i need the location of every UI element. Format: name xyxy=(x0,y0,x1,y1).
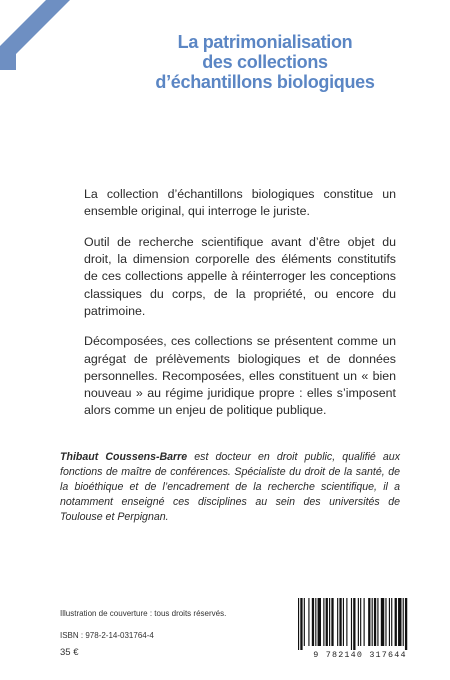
barcode-bar xyxy=(360,598,361,646)
barcode-bar xyxy=(315,598,316,646)
price: 35 € xyxy=(60,647,79,658)
barcode-bar xyxy=(326,598,328,646)
blurb-paragraph-1: La collection d’échantillons biologiques constitue un ensemble original, qui interroge le juriste. xyxy=(84,187,396,219)
barcode-bar xyxy=(308,598,309,646)
cover-credits: Illustration de couverture : tous droits réservés. xyxy=(60,609,227,618)
corner-accent-cutout xyxy=(0,0,46,46)
blurb-paragraph-3: Décomposées, ces collections se présentent comme un agrégat de prélèvements biologiques et de données personnelles. Recomposées, elles constituent un « bien nouveau » au régime juridique propre : elles s’imposent alors comme un enjeu de politique publique. xyxy=(84,334,396,418)
barcode-bar xyxy=(343,598,344,646)
blurb-paragraph-2: Outil de recherche scientifique avant d’être objet du droit, la dimension corporelle des éléments constitutifs de ces collections appelle à réinterroger les conceptions classiques du corps, de la propriété, ou encore du patrimoine. xyxy=(84,234,396,318)
barcode-bar xyxy=(351,598,352,650)
barcode-bars xyxy=(290,598,430,650)
barcode-bar xyxy=(323,598,324,646)
barcode-bar xyxy=(391,598,392,646)
barcode-bar xyxy=(368,598,370,646)
barcode-bar xyxy=(346,598,347,646)
title-line-2: des collections xyxy=(202,52,328,72)
barcode-bar xyxy=(389,598,390,646)
isbn: ISBN : 978-2-14-031764-4 xyxy=(60,631,154,640)
barcode-bar xyxy=(304,598,305,646)
barcode-bar xyxy=(331,598,333,646)
author-bio xyxy=(60,450,400,525)
barcode-bar xyxy=(405,598,407,650)
barcode-bar xyxy=(398,598,401,646)
barcode-bar xyxy=(337,598,338,646)
barcode-number: 9 782140 317644 xyxy=(313,650,407,660)
barcode-bar xyxy=(372,598,373,646)
barcode-bar xyxy=(339,598,341,646)
barcode-bar xyxy=(403,598,404,646)
barcode-bar xyxy=(329,598,330,646)
barcode-bar xyxy=(300,598,302,650)
author-name: Thibaut Coussens-Barre xyxy=(60,451,188,463)
barcode-bar xyxy=(374,598,376,646)
title-line-3: d’échantillons biologiques xyxy=(155,72,375,92)
barcode-bar xyxy=(312,598,314,646)
barcode-bar xyxy=(318,598,321,646)
barcode-bar xyxy=(385,598,386,646)
barcode-bar xyxy=(353,598,355,650)
blurb xyxy=(84,186,396,433)
barcode-bar xyxy=(377,598,378,646)
author-bio-text: est docteur en droit public, qualifié aux fonctions de maître de conférences. Spécialiste du droit de la santé, de la bioéthique et de l’encadrement de la recherche scientifique, il a notamment enseigné ces disciplines au sein des universités de Toulouse et Perpignan. xyxy=(60,451,400,523)
barcode-bar xyxy=(381,598,384,646)
barcode-bar xyxy=(298,598,299,650)
barcode-bar xyxy=(364,598,365,646)
book-title xyxy=(120,32,410,92)
title-line-1: La patrimonialisation xyxy=(177,32,353,52)
barcode-bar xyxy=(395,598,397,646)
barcode-bar xyxy=(358,598,359,646)
